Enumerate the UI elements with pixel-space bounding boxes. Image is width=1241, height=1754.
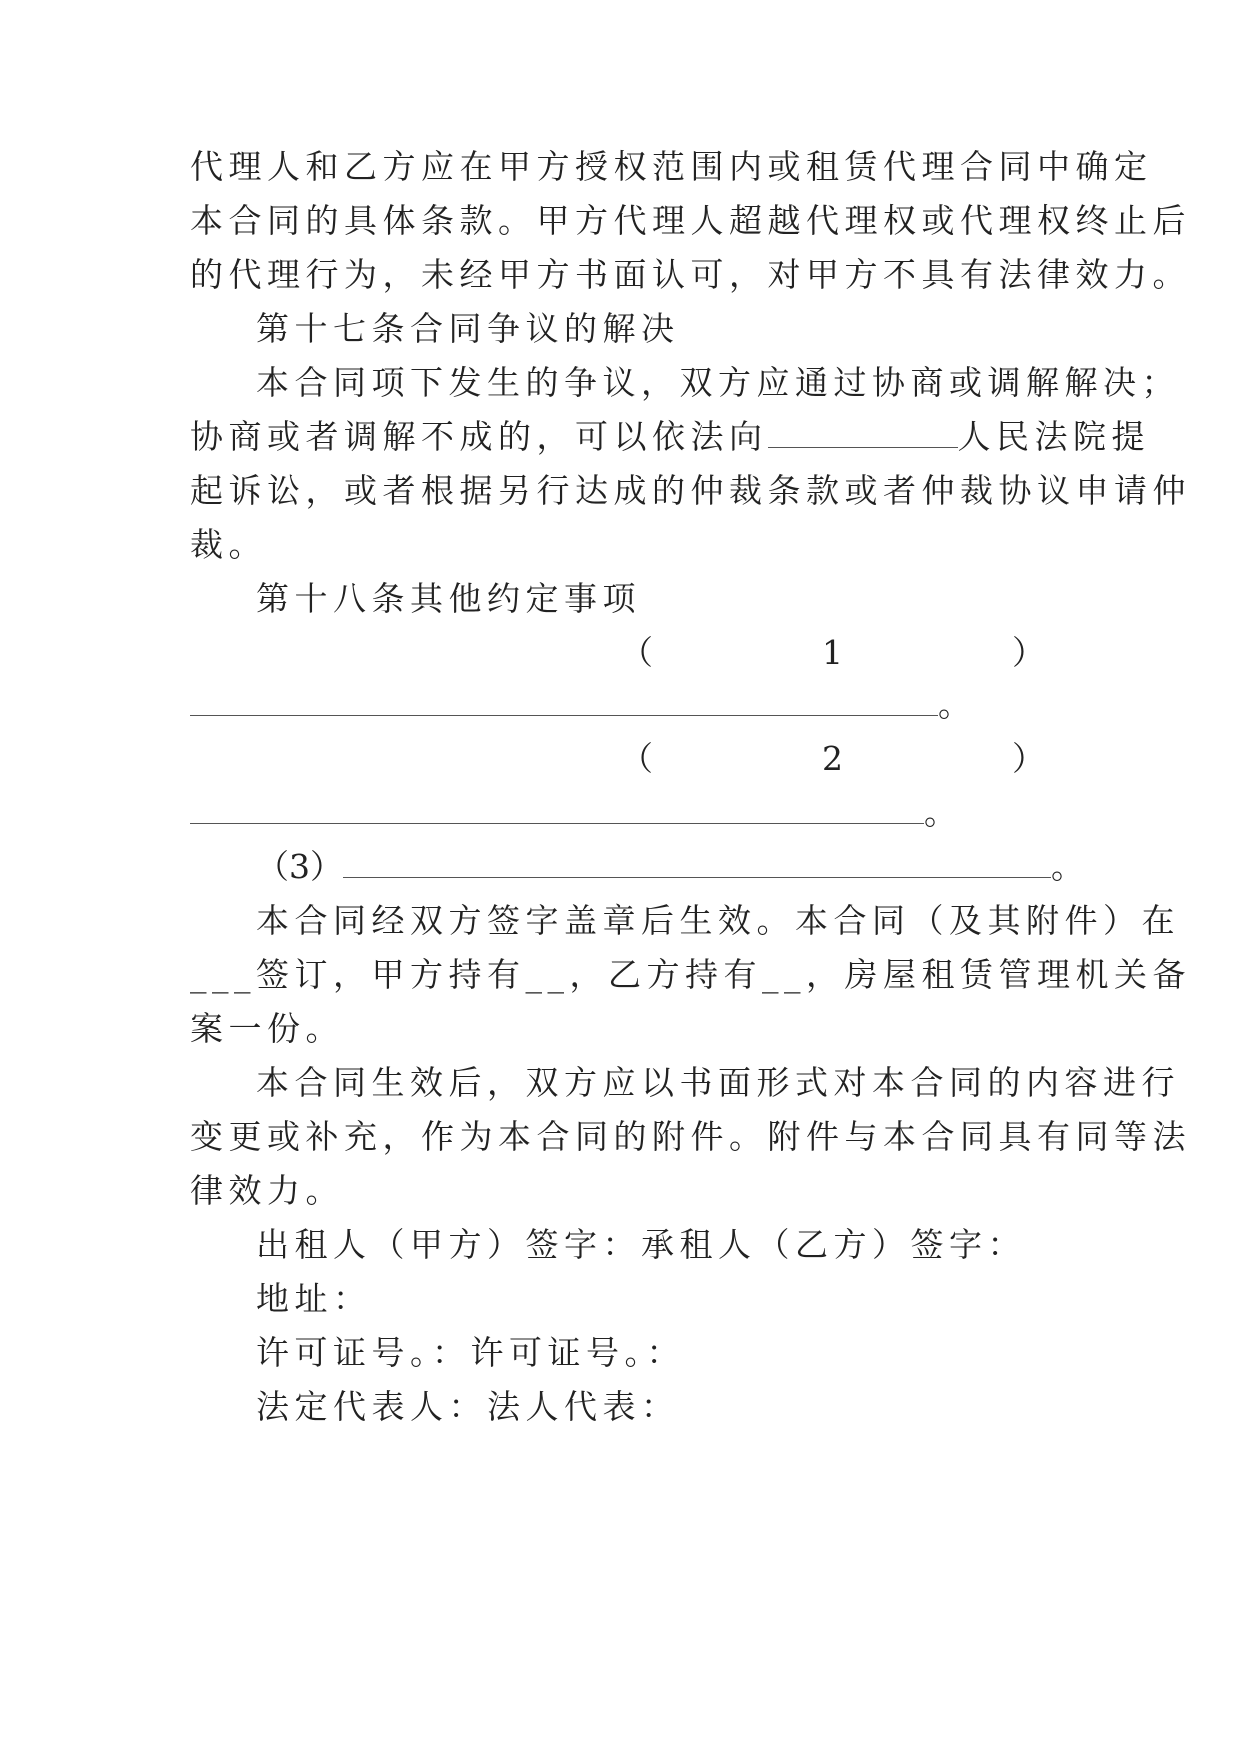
paragraph-line: 本合同经双方签字盖章后生效。本合同（及其附件）在	[256, 901, 1180, 940]
item-3-blank	[343, 849, 1051, 878]
item-2-blank-row	[190, 793, 957, 833]
open-paren: （	[620, 633, 653, 672]
paragraph-line: ___签订，甲方持有__，乙方持有__，房屋租赁管理机关备	[190, 955, 1191, 994]
close-paren: ）	[1012, 633, 1045, 672]
license-line: 许可证号。：许可证号。：	[256, 1333, 685, 1372]
address-line: 地址：	[256, 1279, 372, 1318]
item-2-blank	[190, 795, 924, 824]
paragraph-line: 变更或补充，作为本合同的附件。附件与本合同具有同等法	[190, 1117, 1191, 1156]
item-1-blank	[190, 687, 938, 716]
paragraph-line	[190, 417, 1150, 457]
item-3-label: （3）	[256, 847, 343, 886]
court-blank	[768, 419, 958, 448]
item-3-row	[256, 847, 1084, 887]
court-text-after: 人民法院提	[957, 417, 1150, 456]
paragraph-line: 的代理行为，未经甲方书面认可，对甲方不具有法律效力。	[190, 255, 1191, 294]
article-18-heading: 第十八条其他约定事项	[256, 579, 641, 618]
paragraph-line: 本合同生效后，双方应以书面形式对本合同的内容进行	[256, 1063, 1180, 1102]
paragraph-line: 律效力。	[190, 1171, 344, 1210]
period: 。	[938, 685, 971, 724]
paragraph-line: 起诉讼，或者根据另行达成的仲裁条款或者仲裁协议申请仲	[190, 471, 1191, 510]
article-17-heading: 第十七条合同争议的解决	[256, 309, 680, 348]
period: 。	[924, 793, 957, 832]
representative-line: 法定代表人：法人代表：	[256, 1387, 680, 1426]
court-text-before: 协商或者调解不成的，可以依法向	[190, 417, 768, 456]
paragraph-line: 案一份。	[190, 1009, 344, 1048]
item-number: 2	[822, 739, 843, 778]
signature-line: 出租人（甲方）签字：承租人（乙方）签字：	[256, 1225, 1026, 1264]
item-1-blank-row	[190, 685, 971, 725]
close-paren: ）	[1012, 739, 1045, 778]
period: 。	[1051, 847, 1084, 886]
paragraph-line: 本合同项下发生的争议，双方应通过协商或调解解决；	[256, 363, 1180, 402]
paragraph-line: 代理人和乙方应在甲方授权范围内或租赁代理合同中确定	[190, 147, 1153, 186]
item-1-number-row	[190, 633, 1050, 673]
item-number: 1	[822, 633, 843, 672]
open-paren: （	[620, 739, 653, 778]
paragraph-line: 裁。	[190, 525, 267, 564]
paragraph-line: 本合同的具体条款。甲方代理人超越代理权或代理权终止后	[190, 201, 1191, 240]
item-2-number-row	[190, 739, 1050, 779]
